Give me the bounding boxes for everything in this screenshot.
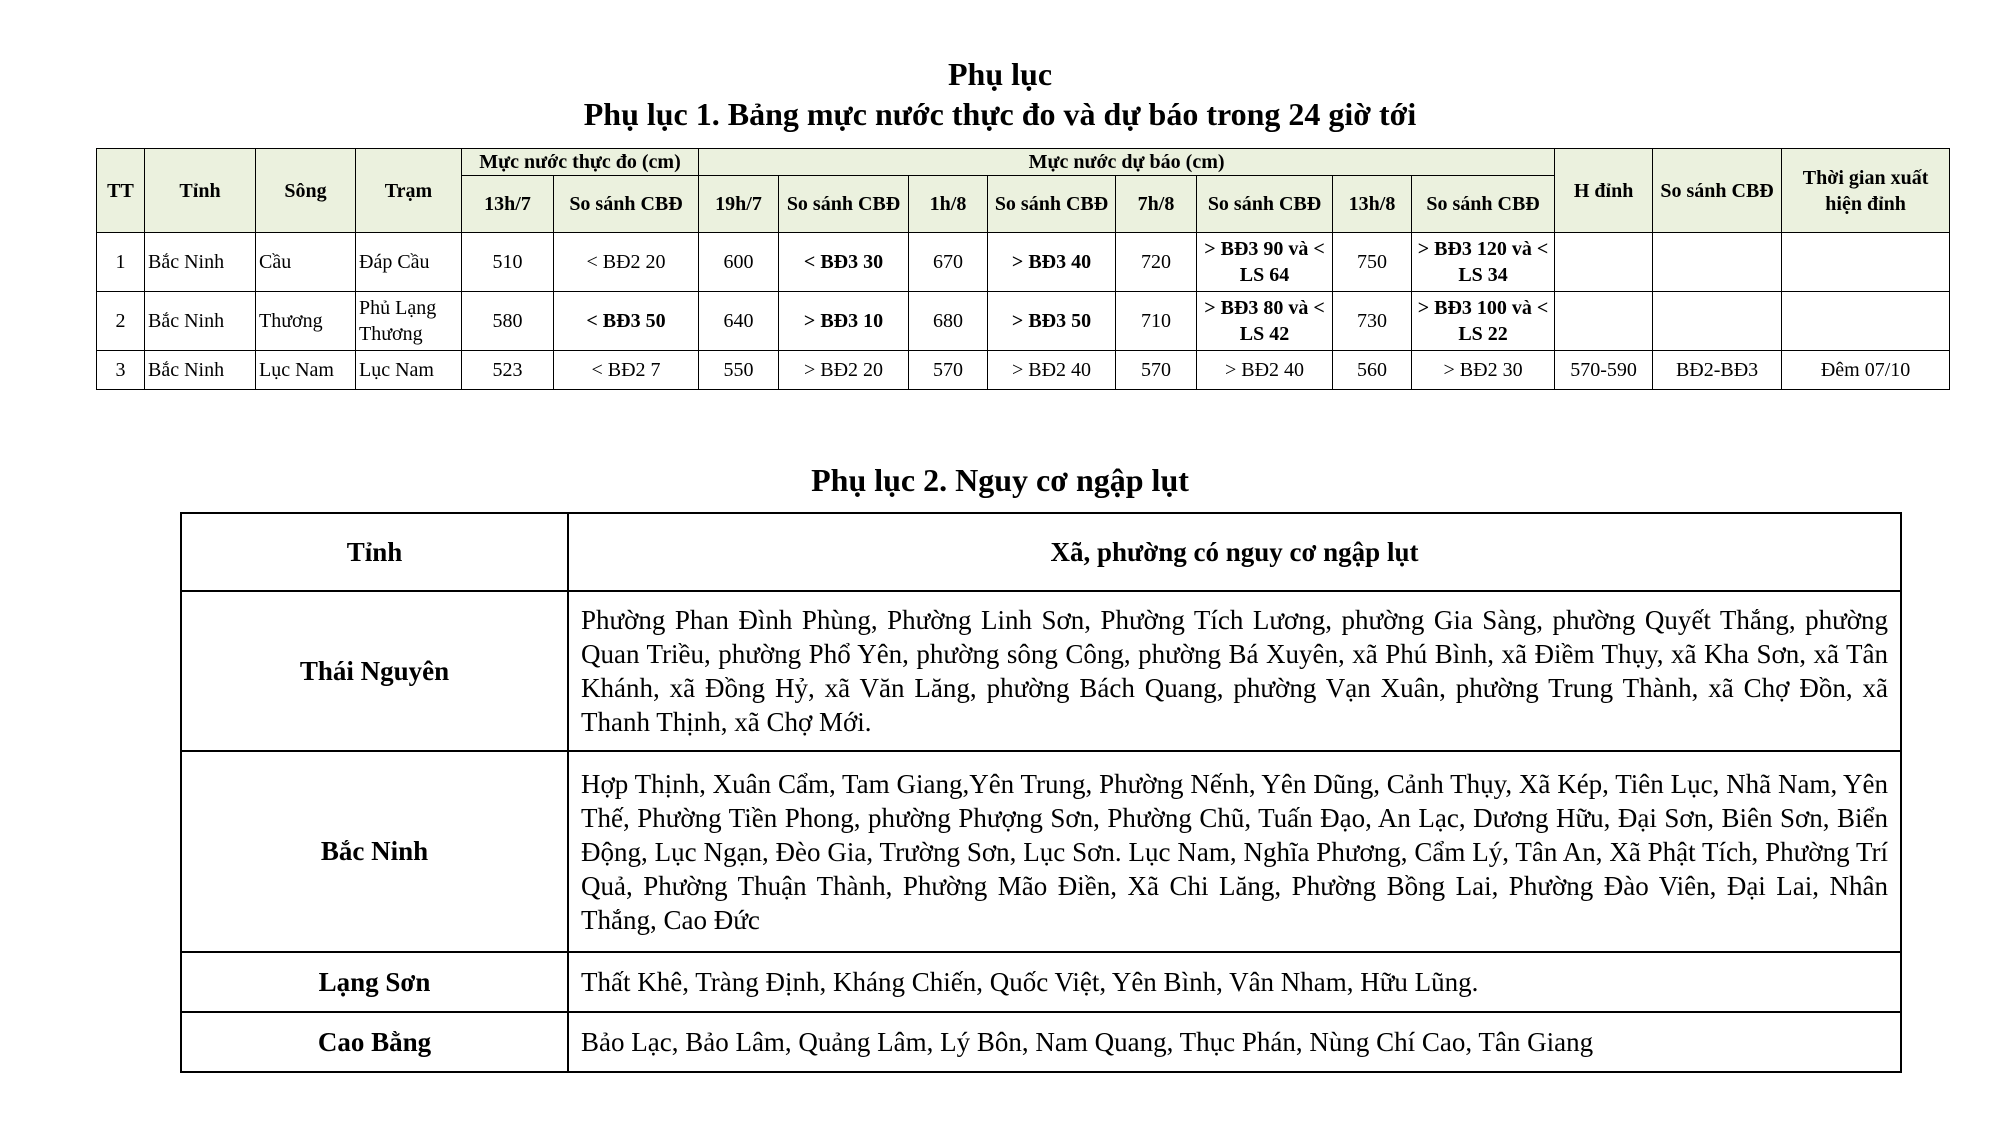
cell-h7-8: 710 [1116,292,1197,351]
cell-h19-7: 600 [699,233,779,292]
header-13h8: 13h/8 [1333,176,1412,233]
cell-compare-3: > BĐ2 40 [988,351,1116,390]
cell-h1-8: 570 [909,351,988,390]
cell-compare-5: > BĐ3 120 và < LS 34 [1412,233,1555,292]
cell-tram: Đáp Cầu [356,233,462,292]
cell-province: Thái Nguyên [181,591,568,751]
cell-compare-1: < BĐ3 50 [554,292,699,351]
cell-compare-4: > BĐ3 90 và < LS 64 [1197,233,1333,292]
cell-wards: Phường Phan Đình Phùng, Phường Linh Sơn, Phường Tích Lương, phường Gia Sàng, phường Quyết Thắng, phường Quan Triều, phường Phổ Yên, phường sông Công, phường Bá Xuyên, xã Phú Bình, xã Điềm Thụy, xã Kha Sơn, xã Tân Khánh, xã Đồng Hỷ, xã Văn Lăng, phường Bách Quang, phường Vạn Xuân, phường Trung Thành, xã Chợ Đồn, xã Thanh Thịnh, xã Chợ Mới. [568,591,1901,751]
cell-compare-peak [1653,292,1782,351]
flood-risk-table [180,512,1902,1073]
cell-h7-8: 720 [1116,233,1197,292]
table-row [181,1012,1901,1072]
cell-h1-8: 680 [909,292,988,351]
cell-tt: 1 [97,233,145,292]
table-row [181,751,1901,952]
cell-h13-8: 560 [1333,351,1412,390]
cell-h7-8: 570 [1116,351,1197,390]
table-row [181,952,1901,1012]
header-compare-1: So sánh CBĐ [554,176,699,233]
cell-h-dinh [1555,233,1653,292]
cell-compare-5: > BĐ2 30 [1412,351,1555,390]
cell-compare-5: > BĐ3 100 và < LS 22 [1412,292,1555,351]
cell-tinh: Bắc Ninh [145,292,256,351]
header-h-dinh: H đỉnh [1555,149,1653,233]
cell-province: Lạng Sơn [181,952,568,1012]
cell-song: Cầu [256,233,356,292]
cell-song: Lục Nam [256,351,356,390]
cell-h13-7: 523 [462,351,554,390]
cell-compare-1: < BĐ2 20 [554,233,699,292]
cell-peak-time [1782,292,1950,351]
header-peak-time: Thời gian xuất hiện đỉnh [1782,149,1950,233]
cell-tram: Lục Nam [356,351,462,390]
cell-compare-3: > BĐ3 50 [988,292,1116,351]
header-wards: Xã, phường có nguy cơ ngập lụt [568,513,1901,591]
header-compare-3: So sánh CBĐ [988,176,1116,233]
header-19h7: 19h/7 [699,176,779,233]
cell-wards: Thất Khê, Tràng Định, Kháng Chiến, Quốc Việt, Yên Bình, Vân Nham, Hữu Lũng. [568,952,1901,1012]
header-tinh: Tỉnh [145,149,256,233]
cell-h13-8: 750 [1333,233,1412,292]
cell-tram: Phủ Lạng Thương [356,292,462,351]
cell-compare-3: > BĐ3 40 [988,233,1116,292]
cell-compare-2: > BĐ3 10 [779,292,909,351]
cell-h13-7: 510 [462,233,554,292]
table-row [97,292,1950,351]
cell-wards: Hợp Thịnh, Xuân Cẩm, Tam Giang,Yên Trung, Phường Nếnh, Yên Dũng, Cảnh Thụy, Xã Kép, Tiên Lục, Nhã Nam, Yên Thế, Phường Tiền Phong, phường Phượng Sơn, Phường Chũ, Tuấn Đạo, An Lạc, Dương Hữu, Đại Sơn, Biên Sơn, Biển Động, Lục Ngạn, Đèo Gia, Trường Sơn, Lục Sơn. Lục Nam, Nghĩa Phương, Cẩm Lý, Tân An, Xã Phật Tích, Phường Trí Quả, Phường Thuận Thành, Phường Mão Điền, Xã Chi Lăng, Phường Bồng Lai, Phường Đào Viên, Đại Lai, Nhân Thắng, Cao Đức [568,751,1901,952]
cell-h13-7: 580 [462,292,554,351]
cell-h13-8: 730 [1333,292,1412,351]
cell-peak-time [1782,233,1950,292]
header-tt: TT [97,149,145,233]
cell-compare-2: < BĐ3 30 [779,233,909,292]
cell-compare-4: > BĐ2 40 [1197,351,1333,390]
header-compare-5: So sánh CBĐ [1412,176,1555,233]
cell-h1-8: 670 [909,233,988,292]
cell-compare-1: < BĐ2 7 [554,351,699,390]
header-13h7: 13h/7 [462,176,554,233]
cell-compare-peak [1653,233,1782,292]
table-row [97,351,1950,390]
header-compare-2: So sánh CBĐ [779,176,909,233]
header-tram: Trạm [356,149,462,233]
table-row [181,591,1901,751]
cell-tinh: Bắc Ninh [145,233,256,292]
header-forecast-group: Mực nước dự báo (cm) [699,149,1555,176]
cell-wards: Bảo Lạc, Bảo Lâm, Quảng Lâm, Lý Bôn, Nam Quang, Thục Phán, Nùng Chí Cao, Tân Giang [568,1012,1901,1072]
cell-h19-7: 550 [699,351,779,390]
cell-compare-2: > BĐ2 20 [779,351,909,390]
cell-h19-7: 640 [699,292,779,351]
header-compare-peak: So sánh CBĐ [1653,149,1782,233]
cell-h-dinh [1555,292,1653,351]
table-row [97,233,1950,292]
document-title: Phụ lục [947,56,1053,92]
cell-compare-peak: BĐ2-BĐ3 [1653,351,1782,390]
cell-province: Bắc Ninh [181,751,568,952]
header-song: Sông [256,149,356,233]
cell-province: Cao Bằng [181,1012,568,1072]
cell-h-dinh: 570-590 [1555,351,1653,390]
header-7h8: 7h/8 [1116,176,1197,233]
cell-tinh: Bắc Ninh [145,351,256,390]
header-1h8: 1h/8 [909,176,988,233]
appendix1-title: Phụ lục 1. Bảng mực nước thực đo và dự báo trong 24 giờ tới [583,96,1417,132]
header-measured-group: Mực nước thực đo (cm) [462,149,699,176]
cell-compare-4: > BĐ3 80 và < LS 42 [1197,292,1333,351]
header-province: Tỉnh [181,513,568,591]
header-compare-4: So sánh CBĐ [1197,176,1333,233]
cell-song: Thương [256,292,356,351]
appendix2-title: Phụ lục 2. Nguy cơ ngập lụt [811,462,1189,498]
water-level-table [96,148,1950,390]
cell-tt: 3 [97,351,145,390]
cell-tt: 2 [97,292,145,351]
cell-peak-time: Đêm 07/10 [1782,351,1950,390]
